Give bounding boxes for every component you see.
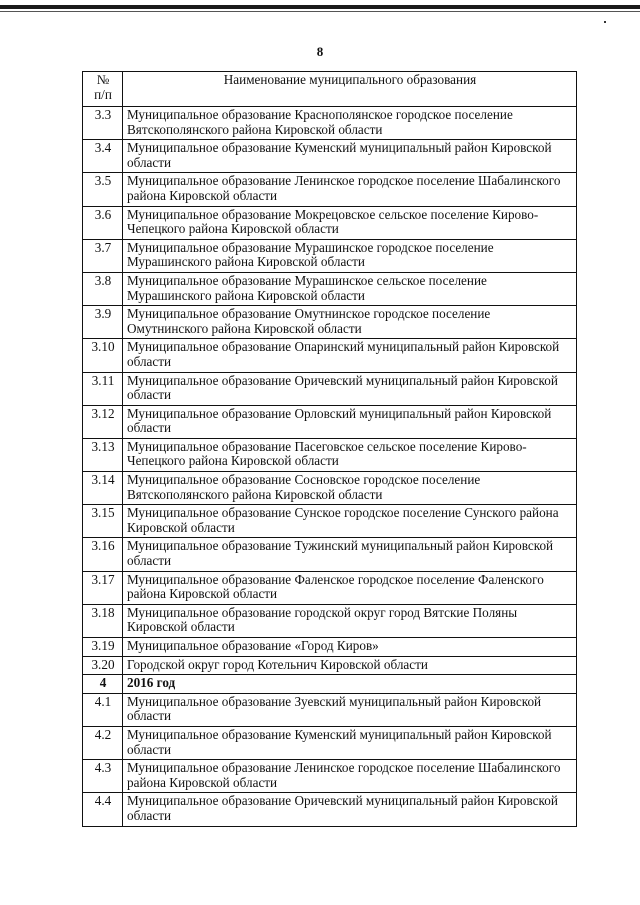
row-number-cell: 3.18 (83, 604, 123, 637)
top-border-rule (0, 5, 640, 9)
row-number-cell: 3.11 (83, 372, 123, 405)
row-name-cell: Муниципальное образование Мокрецовское сельское поселение Кирово-Чепецкого района Кировской области (123, 206, 577, 239)
page-number: 8 (316, 44, 324, 59)
row-name-cell: Муниципальное образование городской округ город Вятские Поляны Кировской области (123, 604, 577, 637)
table-row (83, 173, 577, 206)
municipalities-table (82, 71, 577, 827)
table-row (83, 140, 577, 173)
row-number-cell: 3.17 (83, 571, 123, 604)
table-row (83, 505, 577, 538)
table-row (83, 272, 577, 305)
row-number-cell: 4 (83, 675, 123, 694)
row-number-cell: 3.19 (83, 638, 123, 657)
row-number-cell: 3.13 (83, 438, 123, 471)
row-name-cell: Муниципальное образование Ленинское городское поселение Шабалинского района Кировской области (123, 173, 577, 206)
row-number-cell: 4.4 (83, 793, 123, 826)
table-body (83, 107, 577, 827)
row-name-cell: Муниципальное образование Краснополянское городское поселение Вятскополянского района Кировской области (123, 107, 577, 140)
scan-speck (604, 21, 606, 23)
table-row (83, 760, 577, 793)
table-row (83, 472, 577, 505)
table-row (83, 793, 577, 826)
table-row (83, 604, 577, 637)
row-number-cell: 3.16 (83, 538, 123, 571)
table-row (83, 372, 577, 405)
table-row (83, 571, 577, 604)
header-number-abbrev: п/п (94, 86, 112, 102)
row-number-cell: 3.5 (83, 173, 123, 206)
header-name-cell: Наименование муниципального образования (123, 72, 577, 107)
row-number-cell: 3.15 (83, 505, 123, 538)
table-row (83, 438, 577, 471)
table-section-row (83, 675, 577, 694)
table-row (83, 239, 577, 272)
row-number-cell: 3.14 (83, 472, 123, 505)
row-number-cell: 4.1 (83, 693, 123, 726)
row-number-cell: 3.9 (83, 306, 123, 339)
row-number-cell: 3.6 (83, 206, 123, 239)
row-name-cell: Муниципальное образование Мурашинское городское поселение Мурашинского района Кировской области (123, 239, 577, 272)
row-name-cell: Муниципальное образование Оричевский муниципальный район Кировской области (123, 372, 577, 405)
table-row (83, 206, 577, 239)
row-name-cell: Муниципальное образование Пасеговское сельское поселение Кирово-Чепецкого района Кировской области (123, 438, 577, 471)
row-name-cell: Муниципальное образование Куменский муниципальный район Кировской области (123, 140, 577, 173)
row-number-cell: 3.4 (83, 140, 123, 173)
row-number-cell: 3.12 (83, 405, 123, 438)
table-row (83, 339, 577, 372)
row-name-cell: Муниципальное образование Сосновское городское поселение Вятскополянского района Кировской области (123, 472, 577, 505)
row-number-cell: 4.3 (83, 760, 123, 793)
table-row (83, 107, 577, 140)
row-number-cell: 3.8 (83, 272, 123, 305)
table-row (83, 306, 577, 339)
row-name-cell: Муниципальное образование Оричевский муниципальный район Кировской области (123, 793, 577, 826)
row-name-cell: Муниципальное образование Сунское городское поселение Сунского района Кировской области (123, 505, 577, 538)
table-row (83, 656, 577, 675)
row-number-cell: 3.7 (83, 239, 123, 272)
row-name-cell: Муниципальное образование Зуевский муниципальный район Кировской области (123, 693, 577, 726)
row-name-cell: Муниципальное образование «Город Киров» (123, 638, 577, 657)
table-row (83, 405, 577, 438)
row-number-cell: 3.20 (83, 656, 123, 675)
row-number-cell: 4.2 (83, 726, 123, 759)
row-name-cell: Муниципальное образование Мурашинское сельское поселение Мурашинского района Кировской области (123, 272, 577, 305)
header-number-symbol: № (96, 72, 110, 87)
row-name-cell: Городской округ город Котельнич Кировской области (123, 656, 577, 675)
top-border-rule-thin (0, 11, 640, 12)
row-name-cell: Муниципальное образование Фаленское городское поселение Фаленского района Кировской области (123, 571, 577, 604)
row-name-cell: Муниципальное образование Куменский муниципальный район Кировской области (123, 726, 577, 759)
row-name-cell: Муниципальное образование Орловский муниципальный район Кировской области (123, 405, 577, 438)
row-name-cell: 2016 год (123, 675, 577, 694)
table-header-row (83, 72, 577, 107)
row-name-cell: Муниципальное образование Омутнинское городское поселение Омутнинского района Кировской области (123, 306, 577, 339)
row-name-cell: Муниципальное образование Опаринский муниципальный район Кировской области (123, 339, 577, 372)
header-number-cell (83, 72, 123, 107)
table-row (83, 693, 577, 726)
table-row (83, 638, 577, 657)
row-number-cell: 3.10 (83, 339, 123, 372)
row-name-cell: Муниципальное образование Ленинское городское поселение Шабалинского района Кировской области (123, 760, 577, 793)
table-row (83, 726, 577, 759)
row-number-cell: 3.3 (83, 107, 123, 140)
row-name-cell: Муниципальное образование Тужинский муниципальный район Кировской области (123, 538, 577, 571)
table-row (83, 538, 577, 571)
